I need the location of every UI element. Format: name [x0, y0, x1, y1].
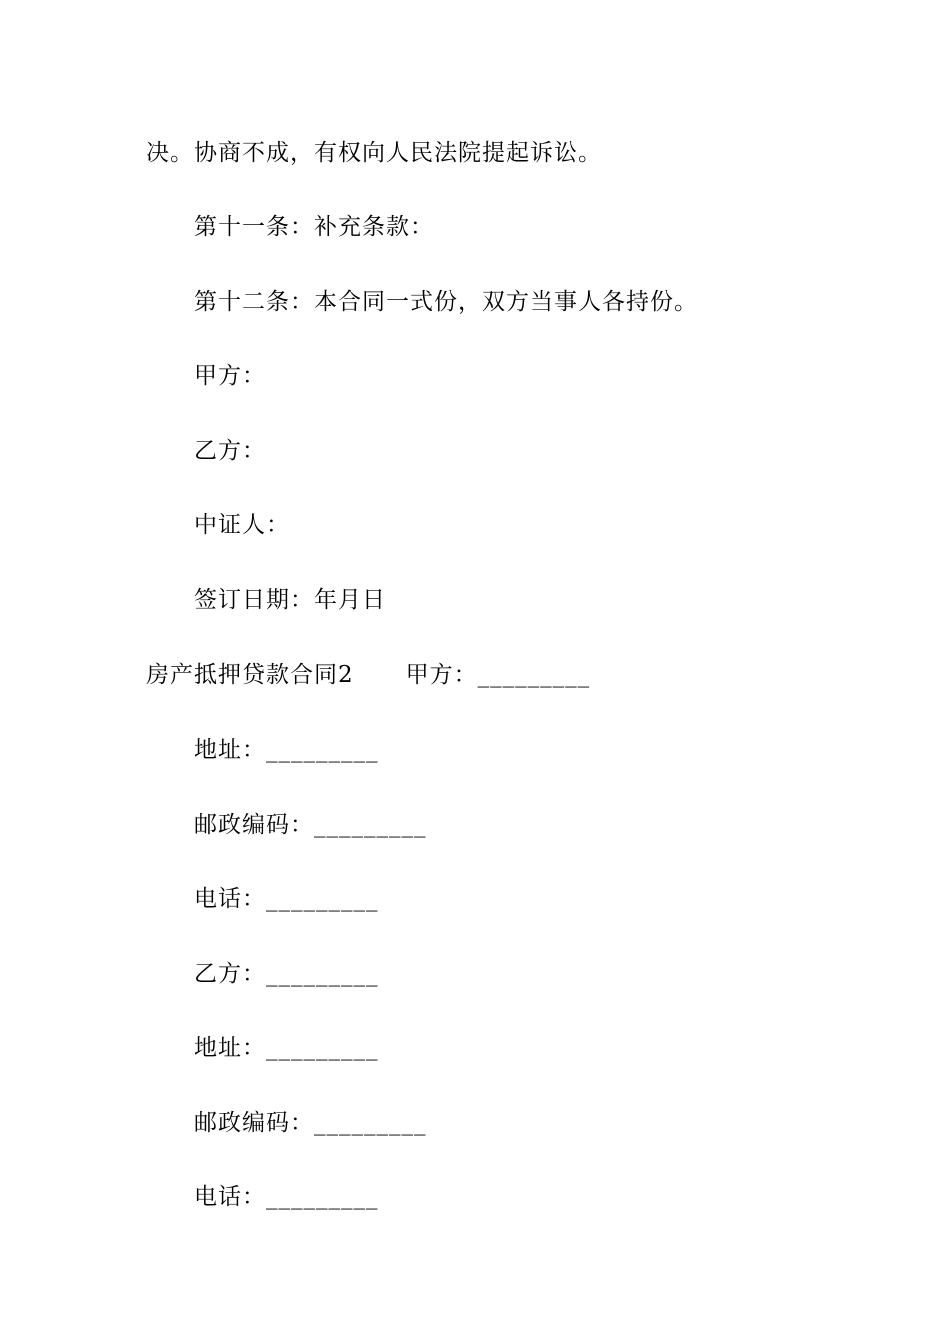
section-header-line: [146, 660, 590, 690]
signature-witness: 中证人：: [194, 512, 290, 538]
party-b-postcode: 邮政编码：_________: [194, 1110, 427, 1136]
party-b-heading: 乙方：_________: [194, 961, 379, 987]
signature-party-a: 甲方：: [194, 363, 266, 389]
section-title: 房产抵押贷款合同2: [146, 662, 354, 688]
party-a-heading: 甲方：_________: [405, 662, 591, 688]
party-b-address: 地址：_________: [194, 1035, 379, 1061]
paragraph-continuation: 决。协商不成，有权向人民法院提起诉讼。: [146, 140, 602, 166]
party-a-phone: 电话：_________: [194, 886, 379, 912]
article-12: 第十二条：本合同一式份，双方当事人各持份。: [194, 289, 698, 315]
article-11: 第十一条：补充条款：: [194, 214, 434, 240]
party-a-postcode: 邮政编码：_________: [194, 812, 427, 838]
signing-date: 签订日期：年月日: [194, 587, 386, 613]
party-b-phone: 电话：_________: [194, 1184, 379, 1210]
party-a-address: 地址：_________: [194, 737, 379, 763]
signature-party-b: 乙方：: [194, 438, 266, 464]
